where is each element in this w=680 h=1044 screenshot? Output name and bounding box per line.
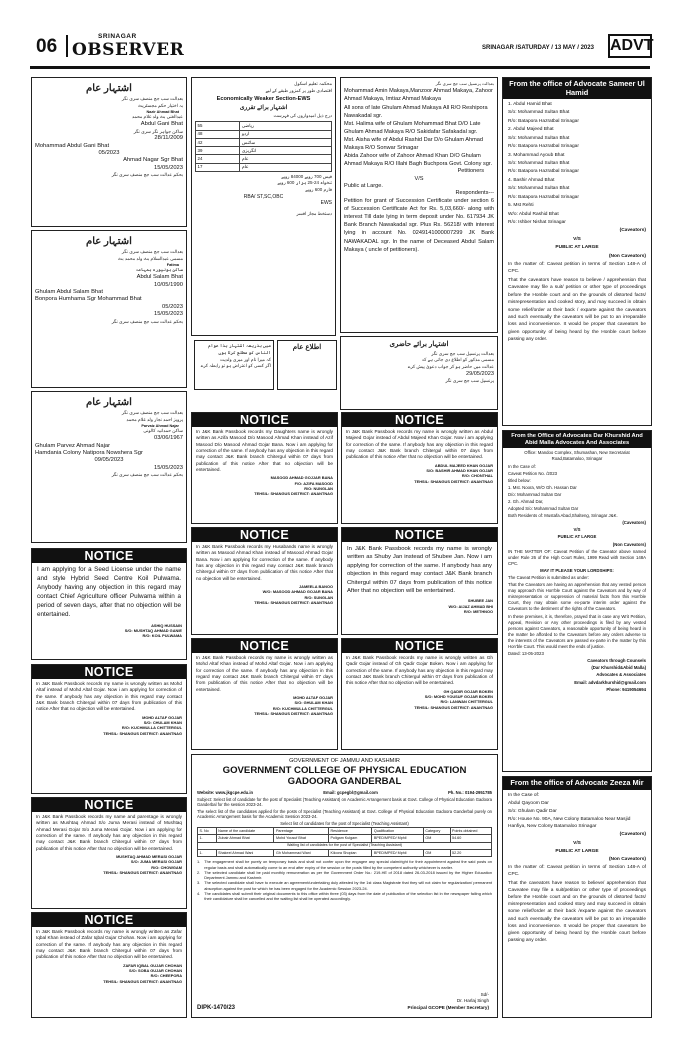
select-table <box>197 827 492 857</box>
notes <box>197 859 492 901</box>
photo-caption: Fatima <box>166 262 179 267</box>
masthead <box>30 30 654 64</box>
urdu-heading: بعدالت پرنسپل سب جج سری نگر <box>435 81 494 86</box>
notice-signature: ASHIQ HUSSAIN S/O: MUSHTAQ AHMAD GANIE R/O: KOIL PULWAMA <box>124 622 182 639</box>
ad-footer: پرنسپل سب جج سری نگر <box>445 377 494 383</box>
signature-block: Sd/- Dr. Harlaj Singh Principal GCOPE (Member Secretary) <box>407 991 489 1010</box>
header-divider <box>66 35 68 57</box>
section-tag: ADVT <box>608 34 652 58</box>
ad-line: کہ میرا نام اور میری ولدیت <box>220 356 271 362</box>
dateline: SRINAGAR /SATURDAY / 13 MAY / 2023 <box>482 45 594 51</box>
table-row: عام 17 <box>196 163 332 171</box>
ad-date: 09/05/2023 <box>94 457 124 464</box>
category-line: EWS <box>320 200 332 207</box>
petitioner-line: Mst. Halima wife of Ghulam Mohammad Bhat D/O Late Ghulam Ahmad Makaya R/O Sakidafar Safakadal sgr. <box>344 120 481 135</box>
advocate-dar-khurshid-caveat <box>502 430 652 772</box>
table-row: اردو 48 <box>196 130 332 138</box>
urdu-ad-1 <box>31 77 187 227</box>
urdu-elan-ad <box>194 340 274 390</box>
ad-date: 03/06/1967 <box>153 435 183 442</box>
table-row: انگریزی 39 <box>196 147 332 155</box>
ad-line: اگر کسی کو اعتراض ہو تو رابطہ کرے <box>200 363 271 369</box>
ad-line: بعدالت سب جج منصف سری نگر <box>121 410 183 415</box>
notice-signature: ZAFAR IQBAL GUJAR CHOHAN S/O: SOBA GUJAR CHOHAN R/O: CHEEPORA TEHSIL: SHANGUS DISTRICT: ANANTNAG <box>103 962 182 984</box>
ad-footer: بحکم عدالت سب جج منصف سری نگر <box>111 472 183 478</box>
note-1: 1. The engagement shall be purely on temporary basis and shall not confer upon the engagee any special claim/right for their appointment against the said posts on regular basis and shall automatically come to an end after expiry of the session or the posts filled by the competent authority whichever is earlier. <box>197 859 492 870</box>
note-4: 4. The candidates shall submit their original documents to this office within three (03) days from the date of publication of the selection list in the newspaper failing which their candidature shall be cancelled and the waiting list shall be operated accordingly. <box>197 890 492 902</box>
ad-line: محکمہ تعلیم اسکول <box>294 81 332 86</box>
subject: Subject: Select list of candidate for the post of Specialist (Teaching Assistant) on Academic Arrangement basis at Govt. College of Physical Education Gadoora Ganderbal for the session 2023-24. <box>197 797 492 808</box>
notice-body: In J&K Bank Passbook records my Husabands name is wrongly written as Masood Ahmad Khan instead of Masood Ahmad Gojar Bana. Now i am applying for correction of the same. If anybody has any objection in this regard may contact J&K Bank branch Chitergul within 07 days from publication of this notice After that no objection will be entertained. <box>196 544 333 581</box>
advocate-title: From the office of Advocate Sameer Ul Hamid <box>503 78 651 99</box>
ad-place: Hamdania Colony Natipora Nowshera Sgr <box>35 449 143 456</box>
petitioners-label: Petitioners <box>457 168 484 175</box>
ad-date: 15/05/2023 <box>153 464 183 471</box>
ad-date: 05/2023 <box>162 303 183 310</box>
ad-title: اشتہار عام <box>86 397 132 408</box>
respondents-label: Respondents--- <box>455 189 494 196</box>
urdu-ad-2 <box>31 230 187 388</box>
ad-date: 10/05/1990 <box>153 281 183 288</box>
ad-name: Ghulam Abdul Salam Bhat <box>35 288 103 295</box>
brand-top: SRINAGAR <box>98 33 137 40</box>
ad-title: اطلاع عام <box>292 344 322 351</box>
college-location: GADOORA GANDERBAL <box>287 776 402 788</box>
ad-date: 15/05/2023 <box>153 311 183 318</box>
notice-bank-altaf-khan <box>191 638 338 750</box>
notice-bank-azifa <box>191 412 338 524</box>
notice-bank-jameela <box>191 527 338 635</box>
ad-footer: بحکم عدالت سب جج منصف سری نگر <box>111 318 183 324</box>
advocate-zeeza-caveat <box>502 776 652 1018</box>
note-2: 2. The selected candidate shall be paid monthly remuneration as per the Government Order No.: 219-HE of 2018 dated 26-03-2018 issued by the Higher Education Department Jammu and Kashmir. <box>197 869 492 881</box>
table-row: Waiting list of candidates for the post of Specialist (Teaching Assistant) <box>198 842 492 849</box>
table-row: 1. Zubair Ahmad Bhat Mohd Yousuf Bhat Poligam Kulgam BPED/MPED/ Mphil OM 54.60 <box>198 835 492 842</box>
advocate-body: Office: Mandoo Complex, Shumashan, New Secretariat Road,Batamaloo, Srinagar In the Case of: Caveat Petition No. /2023 titled below: 1. Mst. Noora, W/O Gh. Hassan Dar D/o: Mohammad Sultan Dar 2. Gh. Ahmad Dar, Adopted S/o: Mohammad Sultan Dar Both Residents of: Mustafa Abad,Shalteng, Srinagar J&K. (Caveators) V/S PUBLIC AT LARGE (Non Caveators) IN THE MATTER OF: Caveat Petition of the Caveator above named under Rule 26 of the High Court Rules, 1999 Read with Section 148A CPC. MAY IT PLEASE YOUR LORDSHIPS: The Caveat Petition is submitted as under: That the Caveators are having an apprehension that any vested person may approach this Hon'ble Court against the Caveators and by way of misrepresentation or suppression of material facts from this Hon'ble Court, they may obtain some ex-parte interim order against the Caveators to the detriment of the rights of the Caveators. In these premises, it is, therefore, prayed that in case any Writ Petition, Appeal, Revision or Any other proceedings is filed by any vested persons against Caveators, a reasonable opportunity of being heard in the matter be afforded to the Caveators before any orders adverse to the interests of the Caveators are passed ex-parte in the matter by this Hon'ble Court. This would meet the ends of justice. Dated: 13-05-2023 Caveators through Counsels (Dar Khurshid&Abid Malla) Advocates & Associates Email: advdarkhurshid@gmail.com Phone: 9419054694 <box>508 450 646 692</box>
urdu-ad-3 <box>31 391 187 543</box>
college-title: GOVERNMENT COLLEGE OF PHYSICAL EDUCATION <box>222 765 467 777</box>
notice-title: NOTICE <box>342 639 497 653</box>
gov-heading: GOVERNMENT OF JAMMU AND KASHMIR <box>289 758 400 764</box>
notice-body: In J&K Bank Passbook records my name is wrongly written as Mohd Altaf Khan instead of Mohd Altaf Gojar. Now i am applying for correction of the same. If anybody has any objection in this regard may contact J&K Bank branch Chitergul within 07 days from publication of this notice After that no objection will be entertained. <box>196 655 333 692</box>
notice-seed-license <box>31 548 187 660</box>
notice-bank-zafar <box>31 912 187 1018</box>
note-3: 3. The selected candidate shall have to execute an agreement/undertaking duly attested by the 1st class Magistrate that they will not claim for regularization/ permanent absorption against the post for which he has been engaged for the Academic Session 2023-24. <box>197 880 492 891</box>
ad-name: Mohammad Abdul Gani Bhat <box>35 142 110 149</box>
notice-body: In J&K Bank Passbook records my name is wrongly written as Zafar Iqbal Khan instead of Zafar Iqbal Gujar Chohan. Now i am applying for correction of the same. If anybody has any objection in this regard may contact J&K Bank branch Chitergul within 07 days from publication of this notice After that no objection will be entertained. <box>36 929 182 960</box>
notice-signature: MOHD ALTAF GOJAR S/O: GHULAM KHAN R/O: KUCHMULLA CHITTERGUL TEHSIL: SHANGUS DISTRICT: ANANTNAG <box>254 695 333 716</box>
ad-footer: بحکم عدالت سب جج منصف سری نگر <box>111 172 183 178</box>
notice-title: NOTICE <box>32 798 186 812</box>
category-line: RBA/ ST,SC,OBC <box>243 193 284 200</box>
table-row: ریاضی 55 <box>196 122 332 130</box>
dipk-number: DIPK-1470/23 <box>197 1005 236 1012</box>
succession-petition <box>340 77 498 333</box>
urdu-elan-title-box <box>277 340 337 390</box>
photo-caption: Nazir Ahmad Bhat <box>146 109 179 114</box>
ad-line: عدالت میں حاضر ہو کر جواب دعویٰ پیش کرے <box>407 364 494 369</box>
vs-label: V/S <box>414 175 424 182</box>
urdu-education-ad <box>191 77 336 336</box>
ad-name: Ghulam Parvez Ahmad Najar <box>35 442 111 449</box>
notice-bank-abdul-majeed <box>341 412 498 524</box>
ad-title: اشتہار برائے حاضری <box>389 341 449 348</box>
intro: The select list of the candidates applied for the posts of Specialist (Teaching Assistant) at Govt. College of Physical Education Gadoora Ganderbal purely on Academic Arrangement basis for the Academic Session 2023-24. <box>197 808 492 820</box>
notice-body: In J&K Bank Passbook records my name is wrongly written as Gh Qadir Gojar instead of Gh Qadir Gojar Boken. Now i am applying for correction of the same. If anybody has any objection in this regard may contact J&K Bank branch Chitergul within 07 days from publication of this notice After that no objection will be entertained. <box>346 655 493 686</box>
notice-signature: MOHD ALTAF GOJAR S/O: CHULAM KHAN R/O: KUCHMULLA CHITTERGUL TEHSIL: SHANGUS DISTRICT: ANANTNAG <box>103 714 182 736</box>
notice-bank-shubee <box>341 527 498 635</box>
advocate-title: From the Office of Advocates Dar Khurshid And Abid Malla Advocates And Associates <box>503 431 651 448</box>
ad-title: اشتہار عام <box>86 83 132 94</box>
table-row: سائنس 42 <box>196 138 332 146</box>
public-label: Public at Large. <box>344 182 383 189</box>
header-rule <box>30 66 650 69</box>
gcpe-select-list <box>191 754 498 1018</box>
notice-title: NOTICE <box>342 528 497 542</box>
ad-line: درج ذیل امیدواروں کی فہرست <box>273 112 332 118</box>
contact-row <box>197 790 492 795</box>
ad-line: ساکن حمدانیہ کالونی <box>143 428 183 434</box>
ad-line: مسمی عبدالسلام بٹ ولد محمد بٹ <box>117 255 183 261</box>
notice-body: In J&K Bank Passbook records my name is wrongly written as Mohd Altaf instead of Mohd Altaf Gojar. Now i am applying for correction of the same. If anybody has any objection in this regard may contact J&K Bank branch Chitergul within 07 days from publication of this notice After that no objection will be entertained. <box>36 681 182 712</box>
advocate-body: In the Case of: Abdul Qayoom Dar S/o: Ghulam Qadir Dar R/o: House No. 90A, New Colony Batamaloo Near Masjid Hanfiya, New Colony Batamaloo Srinagar (Caveators) V/S PUBLIC AT LARGE (Non Caveators) In the matter of: Caveat petition in terms of Section 148-A of CPC. That the caveators have reason to believe/ apprehension that Caveatee may file a suit/petition or other type of proceedings before the Honble court and on the grounds of distorted facts/ misrepresentation and cooked story and may succeed in obtain some relief/order at their back /exparte against the caveators and such eventually the caveators will be put to an irreparable loss and inconvenience. It would be proper that caveators be given opportunity of being heard by the Honble court before passing any order. <box>508 792 646 944</box>
petition-body: Petition for grant of Succession Certificate under section 6 of Succession Certificate Act for Rs. 5,03,660/- along with interest Till date lying in term deposit under No. 617934 JK Bank Branch Nawakadal sgr. Plus Rs. 56218/ with interest lying in account No. 0249141000007299 JK Bank NAWAKADAL sgr. In the name of Deceased Abdul Salam Makaya ( uncle of petitioners). <box>344 198 494 253</box>
ad-date: 29/05/2023 <box>466 370 494 377</box>
brand-main: OBSERVER <box>72 40 185 60</box>
advocate-sameer-caveat <box>502 77 652 426</box>
ad-line: مسمی مذکور کو اطلاع دی جاتی ہے کہ <box>421 357 494 363</box>
notice-bank-mushtaq <box>31 797 187 909</box>
notice-title: NOTICE <box>192 639 337 653</box>
vacancy-table <box>195 121 332 171</box>
petitioner-line: Abida Zahoor wife of Zahoor Ahmad Khan D/O Ghulam Ahmad Makaya R/O Illahi Bagh Buchpora Govt. Colony sgr. <box>344 153 492 168</box>
notice-title: NOTICE <box>32 913 186 927</box>
ad-date: 15/05/2023 <box>153 164 183 171</box>
notice-signature: MASOOD AHMAD GOJJAR BANA F/O: AZIFA MASOOD R/O: NUNGLAN TEHSIL: SHANGUS DISTRICT: ANANTNAG <box>254 475 333 497</box>
ad-line: پرویز احمد نجار ولد غلام محمد <box>126 416 183 422</box>
ad-line: ساکن بونپورہ ہمہامہ <box>135 267 183 273</box>
petitioner-line: Mohammad Amin Makaya,Manzoor Ahmad Makaya, Zahoor Ahmad Makaya, Imtiaz Ahmad Makaya <box>344 88 493 103</box>
urdu-attendance-ad <box>340 336 498 410</box>
ad-line: میں بذریعہ اشتہار ہذا عوام الناس کو مطلع کرتا ہوں <box>207 343 271 355</box>
notice-signature: JAMEELA BANOO W/O: MASOOD AHMAD GOJAR BANA R/O: SUNGLAN TEHSIL: SHANGUS DISTRICT: ANANTNAG <box>254 584 333 605</box>
ad-line: بعدالت سب جج منصف سری نگر <box>121 96 183 101</box>
ad-line: اقتصادی طور پر کمزور طبقے کے لیے <box>265 87 332 93</box>
petitioner-line: All sons of late Ghulam Ahmad Makaya All R/O Reshipora Nawakadal sgr. <box>344 104 488 119</box>
ad-line: بہ اختیار حکم مجسٹریٹ <box>137 102 183 108</box>
website: Website: www.jkgcpe.edu.in <box>197 789 254 795</box>
advocate-title: From the office of Advocate Zeeza Mir <box>503 777 651 790</box>
ad-line: فیس 700 روپے 84000 روپے <box>281 173 332 179</box>
ad-line: بعدالت پرنسپل سب جج سری نگر <box>431 350 494 356</box>
notice-title: NOTICE <box>342 413 497 427</box>
ad-line: بعدالت سب جج منصف سری نگر <box>121 249 183 254</box>
notice-body: In J&K Bank Passbook records my name is wrongly written as Abdul Majeed Gojar instead of Abdul Majeed Khan Gojar. Now i am applying for correction of the same. If anybody has any objection in this regard may contact J&K Bank branch Chitergul within 07 days from publication of this notice After that no objection will be entertained. <box>346 429 493 460</box>
ad-name: Abdul Gani Bhat <box>140 121 183 128</box>
ad-line: فارم 600 روپے <box>305 187 332 193</box>
ad-line: ساکن جواہر نگر سری نگر <box>133 128 183 134</box>
ad-line: تنخواہ 24-25 ہزار 600 روپے <box>277 180 332 186</box>
ad-place: Bonpora Humhama Sgr Mohammad Bhat <box>35 296 142 303</box>
list-title: Select list of candidates for the post of Specialist (Teaching Assistant) <box>280 820 409 826</box>
ad-date: 28/11/2009 <box>154 135 183 142</box>
notice-title: NOTICE <box>192 528 337 542</box>
ad-line: اشتہار برائے تقرری <box>239 104 288 111</box>
notice-title: NOTICE <box>32 665 186 679</box>
email: Email: gcpegbl@gmail.com <box>323 789 378 795</box>
ad-date: 05/2023 <box>98 150 120 157</box>
photo-caption: Parvaiz Ahmad Najar <box>141 423 179 428</box>
ad-place: Ahmad Nagar Sgr Bhat <box>123 157 183 164</box>
notice-bank-altaf <box>31 664 187 794</box>
table-header: S. No Name of the candidate Parentage Residence Qualification Category Points obtained <box>198 827 492 834</box>
advocate-body: 1. Abdul Hamid Bhat S/o: Mohammad Sultan Bhat R/o: Batapora Hazratbal Srinagar 2. Abdul Majeed Bhat S/o: Mohammad Sultan Bhat R/o: Batapora Hazratbal Srinagar 3. Mohammad Ayoub Bhat S/o: Mohammad Sultan Bhat R/o: Batapora Hazratbal Srinagar 4. Bashir Ahmad Bhat S/o: Mohammad Sultan Bhat R/o: Batapora Hazratbal Srinagar 5. Mst Rehti W/o: Abdul Rashid Bhat R/o: Ishber Nishat Srinagar (Caveators) V/S PUBLIC AT LARGE (Non Caveators) In the matter of: Caveat petition in terms of Section 148-A of CPC. That the caveators have reason to believe / apprehension that Caveatee may file a suit/ petition or other type of proceedings before the Honble court and on the grounds of distorted facts/ misrepresentation and cooked story, and may succeed in obtain some relief/order at their back / exparte against the caveators and such eventually the caveators will be put to an irreparable loss and inconvenience. It would be proper that caveators be given opportunity of being heard by the Honble court before passing any order. <box>508 102 646 343</box>
notice-signature: ABDUL MAJEED KHAN GOJAR S/O: BASHIR AHMAD KHAN GOJAR R/O: CHONTHAL TEHSIL: SHANGUS DISTRICT: ANANTNAG <box>414 462 493 484</box>
notice-title: NOTICE <box>192 413 337 427</box>
ad-footer: دستخط مجاز افسر <box>296 210 332 216</box>
notice-signature: MUSHTAQ AHMAD MERASI GOJAR S/O: JUMA MERASI GOJAR R/O: CHOWGAM TEHSIL: SHANGUS DISTRICT: ANANTNAG <box>103 854 182 875</box>
notice-bank-gh-qadir <box>341 638 498 750</box>
notice-body: I am applying for a Seed License under the name and style Hybrid Seed Centre Koil Pulwama. Anybody having any objection in this regard may contact Chief Agriculture officer Pulwama within a period of seven days, after that no objection will be entertained. <box>37 566 181 618</box>
notice-signature: GH QADIR GOJAR BOKEN S/O: MOHD YOUSUF GOJAR BOKEN R/O: LANWAN CHITTERGUL TEHSIL: SHANGUS DISTRICT: ANANTNAG <box>414 688 493 710</box>
notice-body: In J&K Bank Passbook records my Daughters name is wrongly written as Azifa Masood D/o Masood Ahmad Khan instead of Azif Masood D/o Masood Ahmad Gojar Bana. Now i am applying for correction of the same. If anybody has any objection in this regard may contact J&K Bank branch Chitergul within 07 days from publication of this notice After that no objection will be entertained. <box>196 429 333 473</box>
page-number: 06 <box>36 36 58 57</box>
ad-line: عبدالغنی بٹ ولد غلام محمد <box>132 114 183 120</box>
notice-title: NOTICE <box>32 549 186 563</box>
notice-body: In J&K Bank Passbook records my name is wrongly written as Shuby Jan instead of Shubee Jan. Now i am applying for correction of the same. If anybody has any objection in this regard may contact J&K Bank branch Chitergul within 07 days from publication of this notice After that no objection will be entertained. <box>347 546 492 594</box>
notice-signature: SHUBEE JAN W/O: AIJAZ AHMAD BHI R/O: METHNOO <box>448 598 493 614</box>
notice-body: In J&K Bank Passbook records my name and parentage is wrongly written as Mushtaq Ahmad S/o Juma Merasi instead of Mushtaq Ahmad Merasi Gojar S/o Juma Merasi Gojar. Now i am applying for correction of the same. If anybody has any objection in this regard may contact J&K Bank branch Chitergul within 07 days from publication of this notice After that no objection will be entertained. <box>36 814 182 851</box>
table-row: عام 24 <box>196 155 332 163</box>
ad-title: اشتہار عام <box>86 236 132 247</box>
table-row: 1. Shakeel Ahmad Wani Gh Mohammad Wani Kiloora Shopian BPED/MPED/ Mphil OM 52.20 <box>198 849 492 856</box>
ad-name: Abdul Salam Bhat <box>136 274 183 281</box>
petitioner-line: Mst. Aisha wife of Abdul Rashid Dar D/o Ghulam Ahmad Makaya R/O Sonwar Srinagar <box>344 136 483 152</box>
phone: Ph. No.: 0194-2951785 <box>448 789 492 795</box>
ews-label: Economically Weaker Section-EWS <box>216 95 311 102</box>
